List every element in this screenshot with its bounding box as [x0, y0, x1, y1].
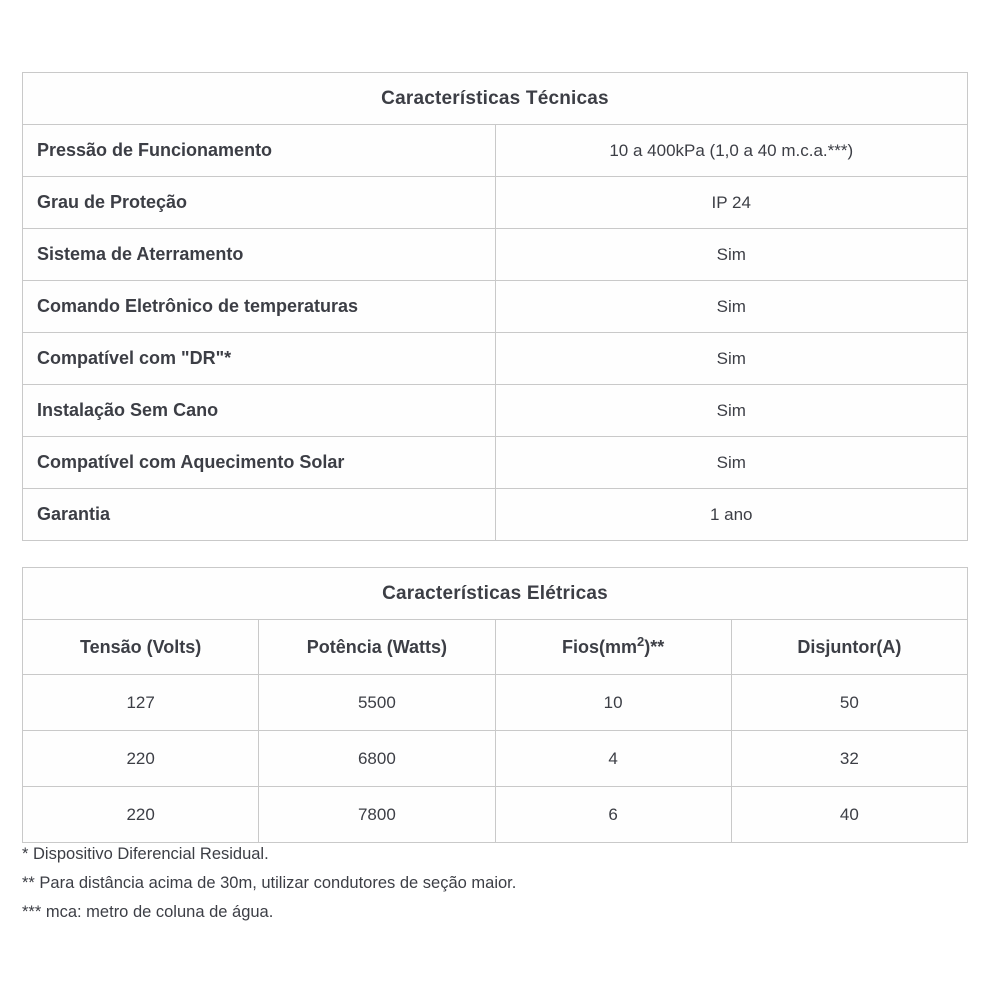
table-row [23, 125, 968, 177]
cell-fios: 10 [495, 675, 731, 731]
footnote-dr: * Dispositivo Diferencial Residual. [22, 845, 269, 863]
cell-disjuntor: 32 [731, 731, 967, 787]
cell-fios: 6 [495, 787, 731, 843]
table-row [23, 385, 968, 437]
table-row [23, 489, 968, 541]
spec-label: Sistema de Aterramento [23, 229, 496, 281]
spec-label: Instalação Sem Cano [23, 385, 496, 437]
cell-potencia: 7800 [259, 787, 495, 843]
fios-label-prefix: Fios(mm [561, 636, 637, 657]
table-row [23, 437, 968, 489]
spec-value: Sim [495, 385, 968, 437]
cell-tensao: 127 [23, 675, 259, 731]
column-header-fios [495, 620, 731, 675]
spec-value: Sim [495, 333, 968, 385]
cell-fios: 4 [495, 731, 731, 787]
table-row [23, 675, 968, 731]
table-title-row [23, 568, 968, 620]
fios-label-superscript: 2 [637, 633, 645, 649]
spec-label: Compatível com "DR"* [23, 333, 496, 385]
table-row [23, 229, 968, 281]
spec-value: 10 a 400kPa (1,0 a 40 m.c.a.***) [495, 125, 968, 177]
table-row [23, 787, 968, 843]
electrical-characteristics-table [22, 567, 968, 843]
technical-characteristics-table [22, 72, 968, 541]
spec-value: IP 24 [495, 177, 968, 229]
spec-label: Grau de Proteção [23, 177, 496, 229]
spec-value: 1 ano [495, 489, 968, 541]
table-header-row [23, 620, 968, 675]
technical-table-title: Características Técnicas [23, 73, 968, 125]
table-row [23, 177, 968, 229]
table-row [23, 731, 968, 787]
spec-label: Compatível com Aquecimento Solar [23, 437, 496, 489]
footnote-mca: *** mca: metro de coluna de água. [22, 903, 274, 921]
spec-label: Garantia [23, 489, 496, 541]
table-title-row [23, 73, 968, 125]
electrical-table-title: Características Elétricas [23, 568, 968, 620]
cell-disjuntor: 40 [731, 787, 967, 843]
spec-value: Sim [495, 437, 968, 489]
footnotes [22, 846, 516, 933]
table-row [23, 281, 968, 333]
fios-label-suffix: )** [644, 636, 665, 657]
cell-tensao: 220 [23, 787, 259, 843]
spec-value: Sim [495, 229, 968, 281]
cell-potencia: 5500 [259, 675, 495, 731]
spec-value: Sim [495, 281, 968, 333]
column-header-tensao: Tensão (Volts) [23, 620, 259, 675]
cell-tensao: 220 [23, 731, 259, 787]
column-header-disjuntor: Disjuntor(A) [731, 620, 967, 675]
spec-label: Comando Eletrônico de temperaturas [23, 281, 496, 333]
table-row [23, 333, 968, 385]
column-header-potencia: Potência (Watts) [259, 620, 495, 675]
spec-label: Pressão de Funcionamento [23, 125, 496, 177]
cell-disjuntor: 50 [731, 675, 967, 731]
footnote-fios: ** Para distância acima de 30m, utilizar condutores de seção maior. [22, 874, 517, 892]
cell-potencia: 6800 [259, 731, 495, 787]
